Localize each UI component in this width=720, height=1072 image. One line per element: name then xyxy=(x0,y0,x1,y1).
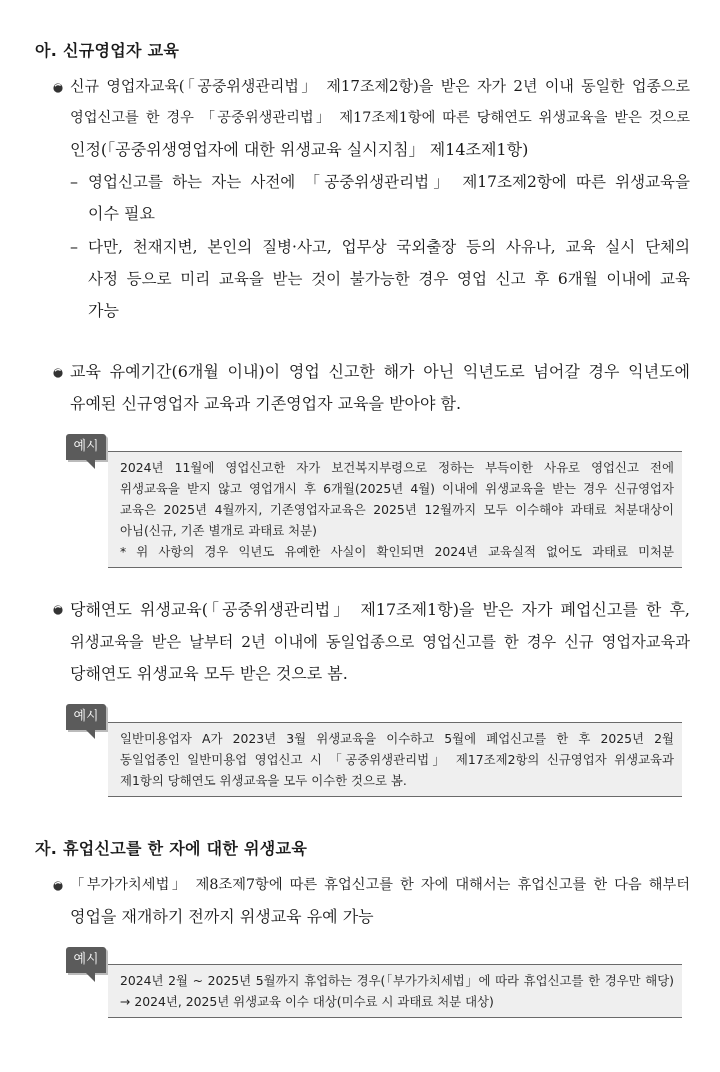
paragraph-line: 교육 유예기간(6개월 이내)이 영업 신고한 해가 아닌 익년도로 넘어갈 경우 익년도에 xyxy=(70,362,690,381)
paragraph-line: 「부가가치세법」 제8조제7항에 따른 휴업신고를 한 자에 대해서는 휴업신고를 한 다음 해부터 xyxy=(70,877,690,893)
example-line: 일반미용업자 A가 2023년 3월 위생교육을 이수하고 5월에 폐업신고를 한 후 2025년 2월 xyxy=(120,731,674,746)
paragraph-line: 인정(「공중위생영업자에 대한 위생교육 실시지침」 제14조제1항) xyxy=(70,140,529,159)
dash-line: 다만, 천재지변, 본인의 질병·사고, 업무상 국외출장 등의 사유나, 교육 실시 단체의 xyxy=(88,238,690,256)
bullet-icon xyxy=(52,880,64,892)
example-label: 예시 xyxy=(66,434,106,460)
paragraph-deferral-period xyxy=(70,356,690,420)
dash-line: 이수 필요 xyxy=(88,204,155,223)
paragraph-suspension xyxy=(70,869,690,933)
paragraph-line: 신규 영업자교육(「공중위생관리법」 제17조제2항)을 받은 자가 2년 이내 동일한 업종으로 xyxy=(70,77,690,95)
example-label: 예시 xyxy=(66,947,106,973)
example-line: 제1항의 당해연도 위생교육을 모두 이수한 것으로 봄. xyxy=(120,773,407,788)
example-label: 예시 xyxy=(66,704,106,730)
paragraph-line: 영업신고를 한 경우 「공중위생관리법」 제17조제1항에 따른 당해연도 위생교육을 받은 것으로 xyxy=(70,110,690,126)
example-line: → 2024년, 2025년 위생교육 이수 대상(미수료 시 과태료 처분 대상) xyxy=(120,994,494,1009)
paragraph-line: 영업을 재개하기 전까지 위생교육 유예 가능 xyxy=(70,907,374,926)
example-line: 위생교육을 받지 않고 영업개시 후 6개월(2025년 4월) 이내에 위생교육을 받는 경우 신규영업자 xyxy=(120,481,674,496)
paragraph-line: 당해연도 위생교육 모두 받은 것으로 봄. xyxy=(70,664,348,683)
example-label-tail xyxy=(86,973,95,982)
dash-line: 영업신고를 하는 자는 사전에 「공중위생관리법」 제17조제2항에 따른 위생교육을 xyxy=(88,173,690,191)
section-heading-new-business: 아. 신규영업자 교육 xyxy=(35,41,180,60)
paragraph-closed-business xyxy=(70,594,690,690)
paragraph-line: 유예된 신규영업자 교육과 기존영업자 교육을 받아야 함. xyxy=(70,394,462,413)
example-label-tail xyxy=(86,460,95,469)
bullet-icon xyxy=(52,367,64,379)
dash-marker: – xyxy=(70,237,78,256)
example-box xyxy=(108,722,682,797)
paragraph-line: 당해연도 위생교육(「공중위생관리법」 제17조제1항)을 받은 자가 폐업신고를 한 후, xyxy=(70,600,690,619)
example-line: 2024년 2월 ~ 2025년 5월까지 휴업하는 경우(「부가가치세법」에 따라 휴업신고를 한 경우만 해당) xyxy=(120,973,674,988)
dash-line: 가능 xyxy=(88,301,119,320)
paragraph-new-business-education xyxy=(70,70,690,166)
example-label-tail xyxy=(86,730,95,739)
example-line: 2024년 11월에 영업신고한 자가 보건복지부령으로 정하는 부득이한 사유로 영업신고 전에 xyxy=(120,460,674,475)
example-note: * 위 사항의 경우 익년도 유예한 사실이 확인되면 2024년 교육실적 없어도 과태료 미처분 xyxy=(120,544,674,559)
dash-marker: – xyxy=(70,172,78,191)
example-box xyxy=(108,964,682,1018)
dash-item-prior-education xyxy=(70,166,690,230)
dash-item-exception xyxy=(70,231,690,327)
example-line: 교육은 2025년 4월까지, 기존영업자교육은 2025년 12월까지 모두 이수해야 과태료 처분대상이 xyxy=(120,502,674,517)
example-line: 아님(신규, 기존 별개로 과태료 처분) xyxy=(120,523,317,538)
paragraph-line: 위생교육을 받은 날부터 2년 이내에 동일업종으로 영업신고를 한 경우 신규 영업자교육과 xyxy=(70,633,690,651)
dash-line: 사정 등으로 미리 교육을 받는 것이 불가능한 경우 영업 신고 후 6개월 이내에 교육 xyxy=(88,270,690,288)
bullet-icon xyxy=(52,604,64,616)
example-box xyxy=(108,451,682,568)
bullet-icon xyxy=(52,82,64,94)
section-heading-suspended-business: 자. 휴업신고를 한 자에 대한 위생교육 xyxy=(35,839,308,858)
example-line: 동일업종인 일반미용업 영업신고 시 「공중위생관리법」 제17조제2항의 신규영업자 위생교육과 xyxy=(120,752,674,767)
